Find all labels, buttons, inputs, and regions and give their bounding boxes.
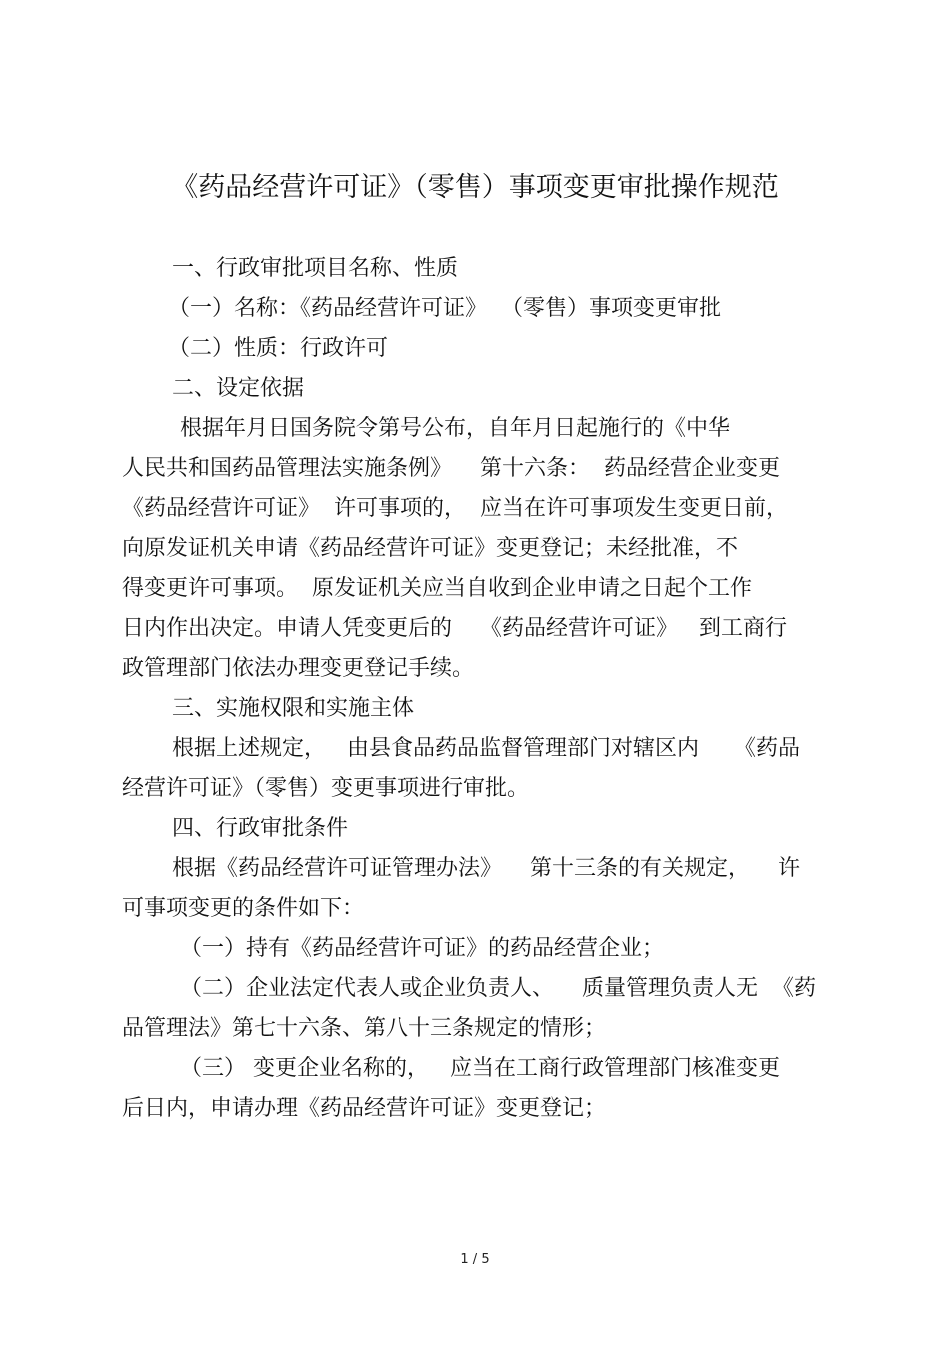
document-title: 《药品经营许可证》（零售）事项变更审批操作规范	[171, 172, 779, 203]
paragraph-line: 根据《药品经营许可证管理办法》 第十三条的有关规定， 许	[172, 856, 800, 881]
paragraph-line: 人民共和国药品管理法实施条例》 第十六条： 药品经营企业变更	[122, 456, 780, 481]
page-number: 1 / 5	[460, 1252, 490, 1267]
condition-item-3: （三） 变更企业名称的， 应当在工商行政管理部门核准变更	[180, 1056, 780, 1081]
paragraph-line: 《药品经营许可证》 许可事项的， 应当在许可事项发生变更日前，	[122, 496, 788, 521]
paragraph-line: 向原发证机关申请《药品经营许可证》变更登记；未经批准，不	[122, 536, 739, 561]
section-heading-2: 二、设定依据	[172, 376, 305, 401]
item-name: （一）名称：《药品经营许可证》 （零售）事项变更审批	[168, 296, 721, 321]
condition-item-1: （一）持有《药品经营许可证》的药品经营企业；	[180, 936, 665, 961]
paragraph-line: 日内作出决定。申请人凭变更后的 《药品经营许可证》 到工商行	[122, 616, 787, 641]
section-heading-1: 一、行政审批项目名称、性质	[172, 256, 459, 281]
section-heading-4: 四、行政审批条件	[172, 816, 349, 841]
paragraph-line: 得变更许可事项。 原发证机关应当自收到企业申请之日起个工作	[122, 576, 752, 601]
item-nature: （二）性质：行政许可	[168, 336, 389, 361]
paragraph-line: 后日内，申请办理《药品经营许可证》变更登记；	[122, 1096, 607, 1121]
paragraph-line: 可事项变更的条件如下：	[122, 896, 365, 921]
paragraph-line: 经营许可证》（零售）变更事项进行审批。	[122, 776, 530, 801]
paragraph-line: 根据上述规定， 由县食品药品监督管理部门对辖区内 《药品	[172, 736, 800, 761]
section-heading-3: 三、实施权限和实施主体	[172, 696, 415, 721]
paragraph-line: 品管理法》第七十六条、第八十三条规定的情形；	[122, 1016, 607, 1041]
condition-item-2: （二）企业法定代表人或企业负责人、 质量管理负责人无 《药	[180, 976, 816, 1001]
paragraph-line: 根据年月日国务院令第号公布，自年月日起施行的《中华	[180, 416, 731, 441]
paragraph-line: 政管理部门依法办理变更登记手续。	[122, 656, 475, 681]
